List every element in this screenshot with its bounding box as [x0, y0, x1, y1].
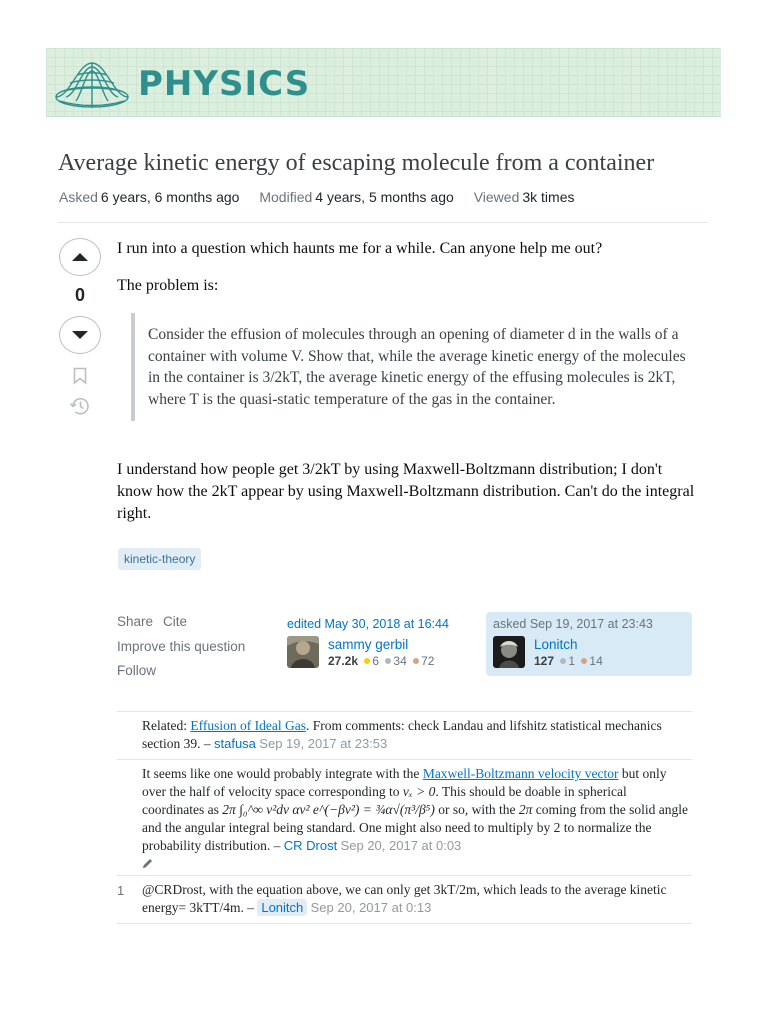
vote-count: 0	[74, 285, 85, 305]
comment-item	[117, 760, 692, 876]
comment-math: 2π ∫₀^∞ v²dv αv² e^(−βv²) = ¾α√(π³/β⁵)	[222, 802, 435, 817]
editor-gold-count: 6	[372, 654, 380, 668]
comment-text: . This should be doable in spherical coordinates as	[142, 784, 627, 817]
editor-avatar[interactable]	[287, 636, 319, 668]
meta-modified-value[interactable]: 4 years, 5 months ago	[315, 189, 454, 205]
editor-rep-score: 27.2k	[328, 654, 359, 668]
comment-user-link[interactable]: stafusa	[214, 736, 256, 751]
arrow-up-icon	[71, 252, 89, 262]
silver-badge-icon	[385, 658, 391, 664]
editor-reputation	[328, 654, 434, 668]
asker-bronze-count: 14	[589, 654, 603, 668]
edited-time-link[interactable]: edited May 30, 2018 at 16:44	[287, 617, 449, 631]
site-header-banner	[46, 48, 721, 117]
comment-item	[117, 876, 692, 924]
bronze-badge-icon	[581, 658, 587, 664]
comment-user-link[interactable]: Lonitch	[257, 899, 307, 916]
comment-text: but only over the half of velocity space corresponding to	[142, 766, 667, 799]
meta-viewed-label: Viewed	[473, 189, 520, 205]
asked-time-link[interactable]: asked Sep 19, 2017 at 23:43	[493, 617, 653, 631]
question-meta	[59, 189, 590, 205]
editor-name-link[interactable]: sammy gerbil	[328, 637, 409, 652]
comments-list	[117, 711, 692, 924]
comment-math: 2π	[518, 802, 533, 817]
downvote-button[interactable]	[59, 316, 101, 354]
asker-reputation	[534, 654, 603, 668]
meta-asked-value: 6 years, 6 months ago	[100, 189, 240, 205]
comment-text: It seems like one would probably integrate with the	[142, 766, 423, 781]
comment-math: vₓ > 0	[402, 784, 436, 799]
question-paragraph-2: The problem is:	[117, 277, 219, 294]
comment-score: 1	[117, 883, 125, 898]
editor-silver-count: 34	[393, 654, 407, 668]
gold-badge-icon	[364, 658, 370, 664]
comment-user-link[interactable]: CR Drost	[283, 838, 338, 853]
asker-silver-count: 1	[568, 654, 576, 668]
comment-date[interactable]: Sep 20, 2017 at 0:13	[310, 900, 432, 915]
edited-pencil-icon[interactable]	[142, 857, 154, 869]
comment-text: . From comments: check Landau and lifshitz statistical mechanics section 39. –	[142, 718, 662, 751]
asker-card	[486, 612, 692, 676]
follow-link[interactable]: Follow	[117, 663, 157, 678]
comment-text: @CRDrost, with the equation above, we can only get 3kT/2m, which leads to the average kinetic energy= 3kTT/4m. –	[142, 882, 667, 915]
comment-link[interactable]: Maxwell-Boltzmann velocity vector	[422, 766, 619, 781]
arrow-down-icon	[71, 330, 89, 340]
question-title[interactable]: Average kinetic energy of escaping molecule from a container	[58, 150, 655, 176]
question-paragraph-1: I run into a question which haunts me for a while. Can anyone help me out?	[117, 240, 603, 257]
asker-name-link[interactable]: Lonitch	[534, 637, 578, 652]
comment-item	[117, 712, 692, 760]
asker-avatar[interactable]	[493, 636, 525, 668]
title-divider	[58, 222, 708, 223]
question-paragraph-3: I understand how people get 3/2kT by using Maxwell-Boltzmann distribution; I don't know how the 2kT appear by using Maxwell-Boltzmann distribution. Can't do the integral right.	[117, 461, 695, 522]
upvote-button[interactable]	[59, 238, 101, 276]
cite-link[interactable]: Cite	[163, 614, 188, 629]
question-blockquote	[131, 313, 688, 421]
blockquote-text: Consider the effusion of molecules through an opening of diameter d in the walls of a container with volume V. Show that, while the average kinetic energy of the molecules in the container is 3/2kT, the average kinetic energy of the effusing molecules is 2kT, where T is the quasi-static temperature of the gas in the container.	[148, 326, 686, 408]
improve-question-link[interactable]: Improve this question	[117, 639, 246, 654]
history-icon[interactable]	[69, 396, 91, 416]
comment-text: or so, with the	[434, 802, 519, 817]
comment-date[interactable]: Sep 19, 2017 at 23:53	[259, 736, 388, 751]
meta-modified-label: Modified	[259, 189, 313, 205]
physics-logo-icon[interactable]	[54, 57, 130, 109]
comment-text: Related:	[142, 718, 191, 733]
silver-badge-icon	[560, 658, 566, 664]
share-link[interactable]: Share	[117, 614, 154, 629]
comment-date[interactable]: Sep 20, 2017 at 0:03	[340, 838, 462, 853]
meta-asked-label: Asked	[59, 189, 98, 205]
site-name[interactable]: PHYSICS	[138, 64, 311, 104]
comment-link[interactable]: Effusion of Ideal Gas	[190, 718, 306, 733]
meta-viewed-value: 3k times	[522, 189, 575, 205]
asker-rep-score: 127	[534, 654, 555, 668]
comment-text: coming from the solid angle and the angular integral being standard. One might also need to multiply by 2 to normalize the probability distribution. –	[142, 802, 688, 853]
bookmark-icon[interactable]	[73, 367, 87, 385]
tag-kinetic-theory[interactable]: kinetic-theory	[118, 548, 201, 570]
editor-bronze-count: 72	[421, 654, 435, 668]
bronze-badge-icon	[413, 658, 419, 664]
